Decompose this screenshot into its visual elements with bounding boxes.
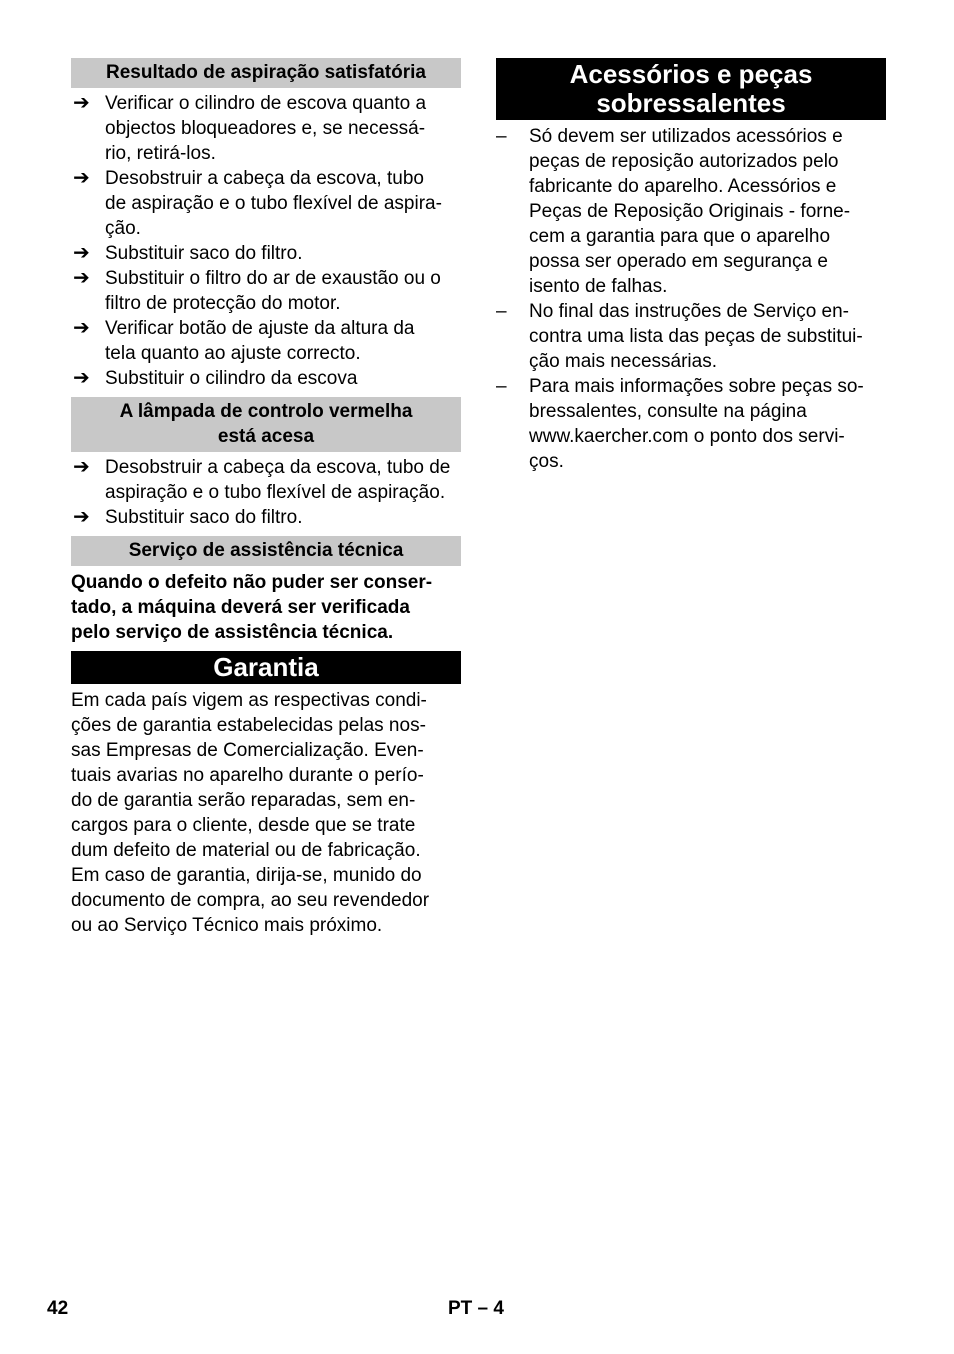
list-item-text: Substituir o filtro do ar de exaustão ou o filtro de protecção do motor. (105, 268, 441, 314)
dash-bullet: – (496, 126, 507, 147)
arrow-icon: ➔ (73, 242, 90, 264)
arrow-icon: ➔ (73, 456, 90, 478)
section-heading-red-lamp: A lâmpada de controlo vermelha está acesa (71, 397, 461, 452)
suction-result-list (71, 91, 461, 391)
arrow-icon: ➔ (73, 267, 90, 289)
list-item-text: Verificar o cilindro de escova quanto a objectos bloqueadores e, se necessá- rio, retirá-los. (105, 93, 427, 164)
arrow-icon: ➔ (73, 92, 90, 114)
section-heading-accessories: Acessórios e peças sobressalentes (496, 58, 886, 120)
arrow-icon: ➔ (73, 167, 90, 189)
arrow-icon: ➔ (73, 506, 90, 528)
list-item-text: Verificar botão de ajuste da altura da tela quanto ao ajuste correcto. (105, 318, 415, 364)
list-item (496, 299, 886, 374)
list-item (71, 505, 461, 530)
list-item (71, 91, 461, 166)
list-item-text: Só devem ser utilizados acessórios e peças de reposição autorizados pelo fabricante do aparelho. Acessórios e Peças de Reposição Originais - forne- cem a garantia para que o aparelho possa ser operado em segurança e isento de falhas. (529, 126, 851, 297)
list-item-text: Para mais informações sobre peças so- bressalentes, consulte na página www.kaercher.com o ponto dos servi- ços. (529, 376, 864, 472)
list-item (496, 374, 886, 474)
list-item-text: Desobstruir a cabeça da escova, tubo de aspiração e o tubo flexível de aspira- ção. (105, 168, 442, 239)
page-number: 42 (47, 1298, 69, 1319)
left-column (71, 58, 461, 944)
list-item (71, 455, 461, 505)
section-code: PT – 4 (448, 1298, 504, 1319)
warranty-text: Em cada país vigem as respectivas condi- ções de garantia estabelecidas pelas nos- sas Empresas de Comercialização. Even- tuais avarias no aparelho durante o perío- do de garantia serão reparadas, sem en- cargos para o cliente, desde que se trate dum defeito de material ou de fabricação. Em caso de garantia, dirija-se, munido do documento de compra, ao seu revendedor ou ao Serviço Técnico mais próximo. (71, 690, 430, 936)
accessories-list (496, 124, 886, 474)
list-item (71, 366, 461, 391)
list-item (496, 124, 886, 299)
technical-service-text: Quando o defeito não puder ser conser- tado, a máquina deverá ser verificada pelo serviço de assistência técnica. (71, 572, 433, 643)
list-item-text: Substituir saco do filtro. (105, 243, 303, 264)
list-item (71, 266, 461, 316)
list-item-text: Substituir o cilindro da escova (105, 368, 358, 389)
arrow-icon: ➔ (73, 367, 90, 389)
list-item (71, 241, 461, 266)
section-heading-technical-service: Serviço de assistência técnica (71, 536, 461, 566)
list-item-text: No final das instruções de Serviço en- contra uma lista das peças de substitui- ção mais necessárias. (529, 301, 863, 372)
arrow-icon: ➔ (73, 317, 90, 339)
list-item-text: Desobstruir a cabeça da escova, tubo de aspiração e o tubo flexível de aspiração. (105, 457, 451, 503)
section-heading-warranty: Garantia (71, 651, 461, 684)
dash-bullet: – (496, 301, 507, 322)
list-item (71, 316, 461, 366)
red-lamp-list (71, 455, 461, 530)
section-heading-suction-result: Resultado de aspiração satisfatória (71, 58, 461, 88)
right-column (496, 58, 886, 480)
dash-bullet: – (496, 376, 507, 397)
list-item (71, 166, 461, 241)
list-item-text: Substituir saco do filtro. (105, 507, 303, 528)
